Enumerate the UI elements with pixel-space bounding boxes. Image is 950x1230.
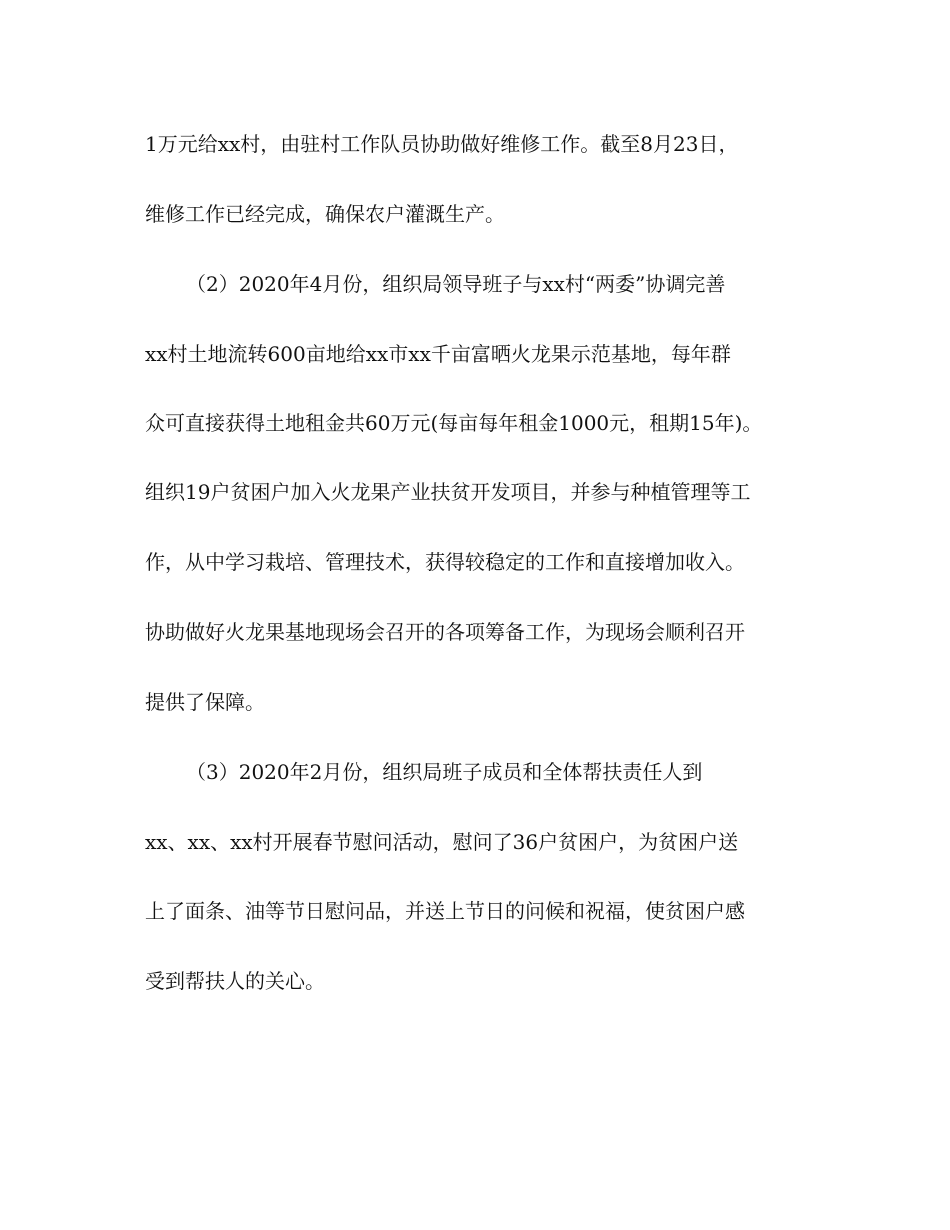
text-line: xx村土地流转600亩地给xx市xx千亩富晒火龙果示范基地，每年群 — [145, 342, 731, 366]
text-line: 维修工作已经完成，确保农户灌溉生产。 — [145, 202, 505, 226]
text-line: 上了面条、油等节日慰问品，并送上节日的问候和祝福，使贫困户感 — [145, 899, 745, 923]
text-line: 组织19户贫困户加入火龙果产业扶贫开发项目，并参与种植管理等工 — [145, 480, 751, 504]
text-line: 1万元给xx村，由驻村工作队员协助做好维修工作。截至8月23日， — [145, 132, 739, 156]
text-line: 协助做好火龙果基地现场会召开的各项筹备工作，为现场会顺利召开 — [145, 620, 745, 644]
text-line: xx、xx、xx村开展春节慰问活动，慰问了36户贫困户，为贫困户送 — [145, 830, 739, 854]
paragraph-2-start: （2）2020年4月份，组织局领导班子与xx村“两委”协调完善 — [186, 272, 726, 296]
text-line: 提供了保障。 — [145, 690, 265, 714]
text-line: 作，从中学习栽培、管理技术，获得较稳定的工作和直接增加收入。 — [145, 550, 745, 574]
paragraph-3-start: （3）2020年2月份，组织局班子成员和全体帮扶责任人到 — [186, 760, 703, 784]
text-line: 受到帮扶人的关心。 — [145, 969, 325, 993]
text-line: 众可直接获得土地租金共60万元(每亩每年租金1000元，租期15年)。 — [145, 411, 763, 435]
